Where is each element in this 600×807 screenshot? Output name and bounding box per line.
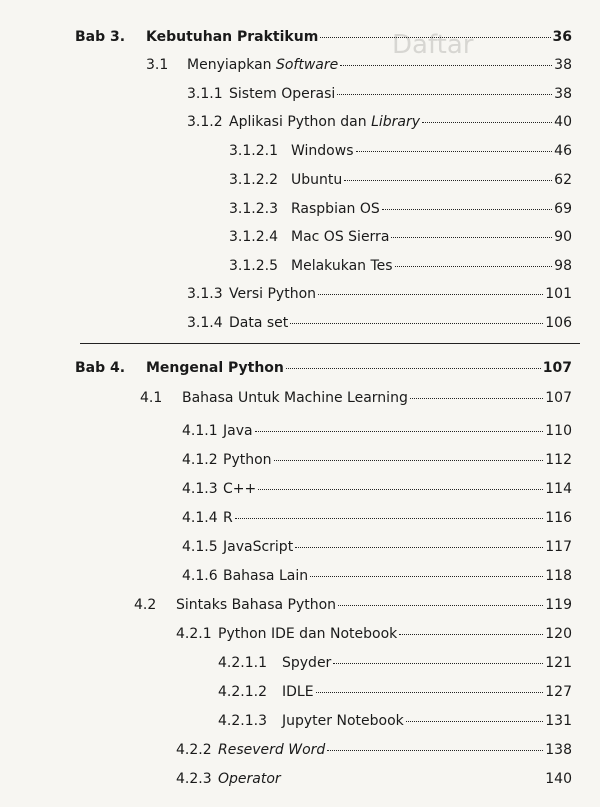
entry-page: 106 <box>545 315 572 331</box>
entry-page: 101 <box>545 286 572 302</box>
leader-dots <box>340 65 552 66</box>
entry-page: 118 <box>545 568 572 584</box>
toc-entry[interactable] <box>229 315 572 331</box>
leader-dots <box>286 368 541 369</box>
toc-entry[interactable] <box>282 684 572 700</box>
entry-number: 3.1.2.1 <box>229 143 278 159</box>
toc-entry[interactable] <box>176 597 572 613</box>
toc-entry[interactable] <box>223 452 572 468</box>
entry-page: 116 <box>545 510 572 526</box>
entry-title: Bahasa Lain <box>223 568 309 584</box>
entry-number: 3.1.2.2 <box>229 172 278 188</box>
entry-title: R <box>223 510 233 526</box>
entry-number: 4.1.2 <box>182 452 218 468</box>
entry-page: 120 <box>545 626 572 642</box>
toc-entry[interactable] <box>223 510 572 526</box>
entry-title: IDLE <box>282 684 314 700</box>
entry-page: 127 <box>545 684 572 700</box>
chapter-4-entry[interactable] <box>146 360 572 376</box>
leader-dots <box>310 576 543 577</box>
toc-entry[interactable] <box>182 390 572 406</box>
chapter-divider <box>80 343 580 344</box>
bleed-through: Daftar <box>392 30 474 60</box>
entry-number: 4.2.1.2 <box>218 684 267 700</box>
entry-page: 131 <box>545 713 572 729</box>
chapter-4-label: Bab 4. <box>75 360 126 376</box>
leader-dots <box>258 489 543 490</box>
toc-entry[interactable] <box>187 57 572 73</box>
entry-number: 3.1.4 <box>187 315 223 331</box>
leader-dots <box>318 294 543 295</box>
entry-number: 3.1 <box>146 57 169 73</box>
entry-title: Mac OS Sierra <box>291 229 390 245</box>
leader-dots <box>316 692 544 693</box>
entry-number: 3.1.2.5 <box>229 258 278 274</box>
entry-title: Sistem Operasi <box>229 86 336 102</box>
entry-number: 4.2 <box>134 597 157 613</box>
entry-number: 4.1.3 <box>182 481 218 497</box>
toc-entry[interactable] <box>223 568 572 584</box>
toc-entry[interactable] <box>282 713 572 729</box>
chapter-3-entry[interactable] <box>146 29 572 45</box>
entry-page: 38 <box>554 86 572 102</box>
entry-number: 4.2.1.1 <box>218 655 267 671</box>
toc-entry[interactable] <box>291 229 572 245</box>
entry-number: 4.1 <box>140 390 163 406</box>
toc-entry[interactable] <box>229 286 572 302</box>
chapter-3-label: Bab 3. <box>75 29 126 45</box>
toc-entry[interactable] <box>218 626 572 642</box>
entry-title: C++ <box>223 481 257 497</box>
toc-entry[interactable] <box>291 201 572 217</box>
entry-title: Aplikasi Python dan Library <box>229 114 421 130</box>
entry-title: Operator <box>218 771 281 787</box>
entry-page: 46 <box>554 143 572 159</box>
leader-dots <box>395 266 553 267</box>
entry-title: Java <box>223 423 253 439</box>
entry-number: 3.1.3 <box>187 286 223 302</box>
entry-page: 110 <box>545 423 572 439</box>
toc-entry[interactable] <box>218 771 572 787</box>
entry-page: 98 <box>554 258 572 274</box>
leader-dots <box>410 398 543 399</box>
leader-dots <box>290 323 543 324</box>
entry-number: 4.1.6 <box>182 568 218 584</box>
toc-entry[interactable] <box>229 86 572 102</box>
entry-title: Melakukan Tes <box>291 258 393 274</box>
entry-page: 107 <box>545 390 572 406</box>
entry-number: 4.1.1 <box>182 423 218 439</box>
toc-entry[interactable] <box>218 742 572 758</box>
toc-entry[interactable] <box>291 143 572 159</box>
leader-dots <box>327 750 543 751</box>
entry-number: 4.1.4 <box>182 510 218 526</box>
entry-page: 114 <box>545 481 572 497</box>
leader-dots <box>295 547 543 548</box>
leader-dots <box>274 460 544 461</box>
leader-dots <box>422 122 552 123</box>
entry-page: 119 <box>545 597 572 613</box>
entry-page: 62 <box>554 172 572 188</box>
entry-page: 138 <box>545 742 572 758</box>
entry-number: 3.1.1 <box>187 86 223 102</box>
leader-dots <box>283 779 544 780</box>
leader-dots <box>399 634 543 635</box>
entry-page: 90 <box>554 229 572 245</box>
entry-page: 140 <box>545 771 572 787</box>
entry-page: 117 <box>545 539 572 555</box>
chapter-3-page: 36 <box>552 29 572 45</box>
entry-page: 40 <box>554 114 572 130</box>
entry-title: Ubuntu <box>291 172 343 188</box>
leader-dots <box>320 37 550 38</box>
leader-dots <box>338 605 543 606</box>
leader-dots <box>391 237 552 238</box>
entry-page: 69 <box>554 201 572 217</box>
entry-number: 3.1.2.4 <box>229 229 278 245</box>
entry-title: Sintaks Bahasa Python <box>176 597 337 613</box>
entry-number: 4.2.3 <box>176 771 212 787</box>
entry-page: 38 <box>554 57 572 73</box>
entry-number: 4.2.1.3 <box>218 713 267 729</box>
entry-title: Bahasa Untuk Machine Learning <box>182 390 408 406</box>
entry-title: Menyiapkan Software <box>187 57 339 73</box>
entry-number: 4.2.1 <box>176 626 212 642</box>
toc-entry[interactable] <box>223 481 572 497</box>
entry-title: Reseverd Word <box>218 742 326 758</box>
toc-entry[interactable] <box>223 539 572 555</box>
toc-entry[interactable] <box>291 172 572 188</box>
toc-entry[interactable] <box>223 423 572 439</box>
entry-title: Raspbian OS <box>291 201 380 217</box>
chapter-3-title: Kebutuhan Praktikum <box>146 29 319 45</box>
leader-dots <box>235 518 544 519</box>
leader-dots <box>337 94 552 95</box>
entry-title: Jupyter Notebook <box>282 713 404 729</box>
entry-title: Windows <box>291 143 354 159</box>
entry-page: 121 <box>545 655 572 671</box>
entry-number: 3.1.2.3 <box>229 201 278 217</box>
entry-page: 112 <box>545 452 572 468</box>
entry-title: JavaScript <box>223 539 294 555</box>
chapter-4-page: 107 <box>542 360 572 376</box>
leader-dots <box>406 721 544 722</box>
toc-entry[interactable] <box>229 114 572 130</box>
toc-entry[interactable] <box>291 258 572 274</box>
leader-dots <box>382 209 552 210</box>
entry-number: 4.1.5 <box>182 539 218 555</box>
leader-dots <box>356 151 553 152</box>
entry-title: Data set <box>229 315 289 331</box>
entry-title: Python IDE dan Notebook <box>218 626 398 642</box>
entry-number: 3.1.2 <box>187 114 223 130</box>
leader-dots <box>344 180 552 181</box>
entry-title: Versi Python <box>229 286 317 302</box>
leader-dots <box>255 431 544 432</box>
entry-title: Python <box>223 452 272 468</box>
leader-dots <box>333 663 543 664</box>
toc-entry[interactable] <box>282 655 572 671</box>
entry-title: Spyder <box>282 655 332 671</box>
chapter-4-title: Mengenal Python <box>146 360 284 376</box>
entry-number: 4.2.2 <box>176 742 212 758</box>
